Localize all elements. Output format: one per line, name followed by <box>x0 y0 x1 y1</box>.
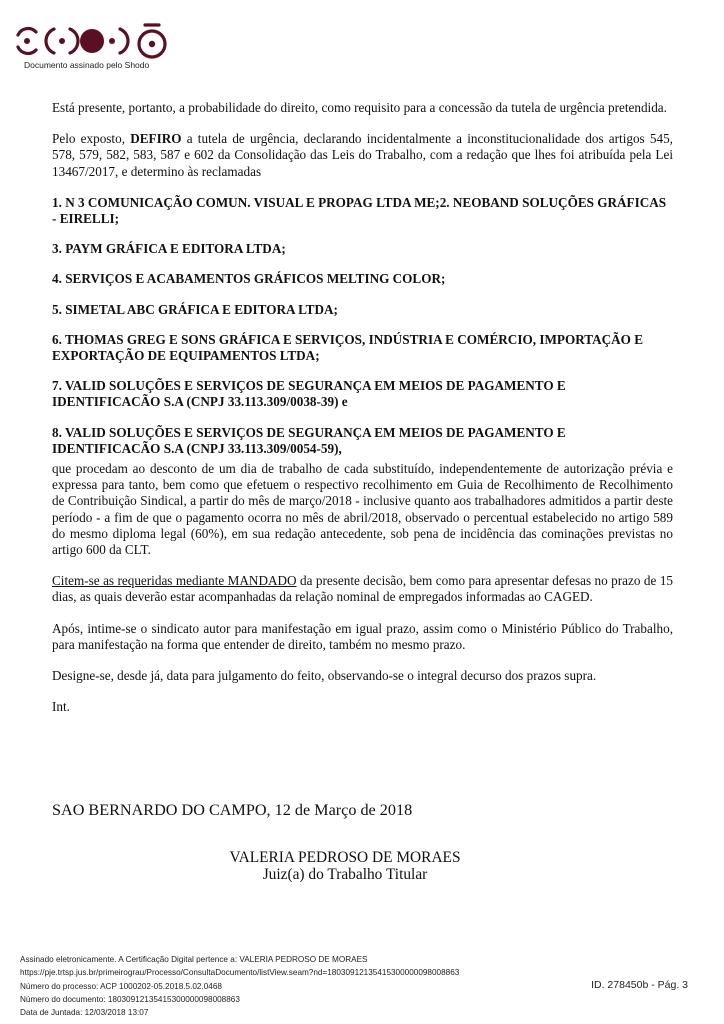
party-item: 8. VALID SOLUÇÕES E SERVIÇOS DE SEGURANÇA EM MEIOS DE PAGAMENTO E IDENTIFICACÃO S.A (CNPJ 33.113.309/0054-59), <box>52 424 566 456</box>
paragraph-decision <box>52 131 673 180</box>
party-item: 1. N 3 COMUNICAÇÃO COMUN. VISUAL E PROPAG LTDA ME;2. NEOBAND SOLUÇÕES GRÁFICAS - EIRELLI; <box>52 194 667 227</box>
footer-process-number: Número do processo: ACP 1000202-05.2018.5.02.0468 <box>20 981 222 991</box>
page-id: ID. 278450b - Pág. 3 <box>591 979 688 991</box>
signature-block <box>180 849 510 883</box>
party-item: 3. PAYM GRÁFICA E EDITORA LTDA; <box>52 241 286 257</box>
footer-url: https://pje.trtsp.jus.br/primeirograu/Processo/ConsultaDocumento/listView.seam?nd=18030912135415300000098008863 <box>20 968 460 978</box>
decision-keyword: DEFIRO <box>130 131 182 147</box>
paragraph-scheduling: Designe-se, desde já, data para julgamento do feito, observando-se o integral decurso dos prazos supra. <box>52 668 597 684</box>
signature-footer <box>20 953 459 1019</box>
shodo-logo <box>12 18 172 60</box>
citation-underlined: Citem-se as requeridas mediante MANDADO <box>52 573 297 589</box>
footer-document-number: Número do documento: 18030912135415300000098008863 <box>20 994 240 1004</box>
city-date: SAO BERNARDO DO CAMPO, 12 de Março de 2018 <box>52 801 413 819</box>
footer-filing-date: Data de Juntada: 12/03/2018 13:07 <box>20 1008 149 1018</box>
party-item: 4. SERVIÇOS E ACABAMENTOS GRÁFICOS MELTING COLOR; <box>52 271 446 287</box>
decision-intro: Pelo exposto, <box>52 131 131 147</box>
decision-text: a tutela de urgência, declarando incidentalmente a inconstitucionalidade dos artigos 545, 578, 579, 582, 583, 587 e 602 da Consolidação das Leis do Trabalho, com a redação que lhes foi atribuída pela Lei 13467/2017, e determino às reclamadas <box>52 131 673 179</box>
paragraph-citation <box>52 573 673 605</box>
signer-title: Juiz(a) do Trabalho Titular <box>262 866 428 883</box>
logo-caption: Documento assinado pelo Shodo <box>24 60 150 70</box>
citation-text: da presente decisão, bem como para apresentar defesas no prazo de 15 dias, as quais deverão estar acompanhadas da relação nominal de empregados informadas ao CAGED. <box>52 573 674 605</box>
footer-certification: Assinado eletronicamente. A Certificação Digital pertence a: VALERIA PEDROSO DE MORAES <box>20 955 368 964</box>
paragraph-int: Int. <box>52 699 70 715</box>
paragraph-probability: Está presente, portanto, a probabilidade do direito, como requisito para a concessão da tutela de urgência pretendida. <box>52 100 667 115</box>
party-item: 7. VALID SOLUÇÕES E SERVIÇOS DE SEGURANÇA EM MEIOS DE PAGAMENTO E IDENTIFICACÃO S.A (CNPJ 33.113.309/0038-39) e <box>52 378 566 410</box>
signer-name: VALERIA PEDROSO DE MORAES <box>229 849 461 866</box>
document-body <box>52 100 673 730</box>
paragraph-intimation: Após, intime-se o sindicato autor para manifestação em igual prazo, assim como o Ministério Público do Trabalho, para manifestação na forma que entender de direito, também no mesmo prazo. <box>52 620 673 652</box>
party-item: 5. SIMETAL ABC GRÁFICA E EDITORA LTDA; <box>52 301 338 317</box>
party-item: 6. THOMAS GREG E SONS GRÁFICA E SERVIÇOS, INDÚSTRIA E COMÉRCIO, IMPORTAÇÃO E EXPORTAÇÃO DE EQUIPAMENTOS LTDA; <box>52 331 644 364</box>
paragraph-order: que procedam ao desconto de um dia de trabalho de cada substituído, independentemente de autorização prévia e expressa para tanto, bem como que efetuem o respectivo recolhimento em Guia de Recolhimento de Recolhimento de Contribuição Sindical, a partir do mês de março/2018 - inclusive quanto aos trabalhadores admitidos a partir deste período - a fim de que o pagamento ocorra no mês de abril/2018, observado o percentual estabelecido no artigo 589 do mesmo diploma legal (60%), em sua redação antecedente, sob pena de incidência das cominações previstas no artigo 600 da CLT. <box>52 461 673 558</box>
